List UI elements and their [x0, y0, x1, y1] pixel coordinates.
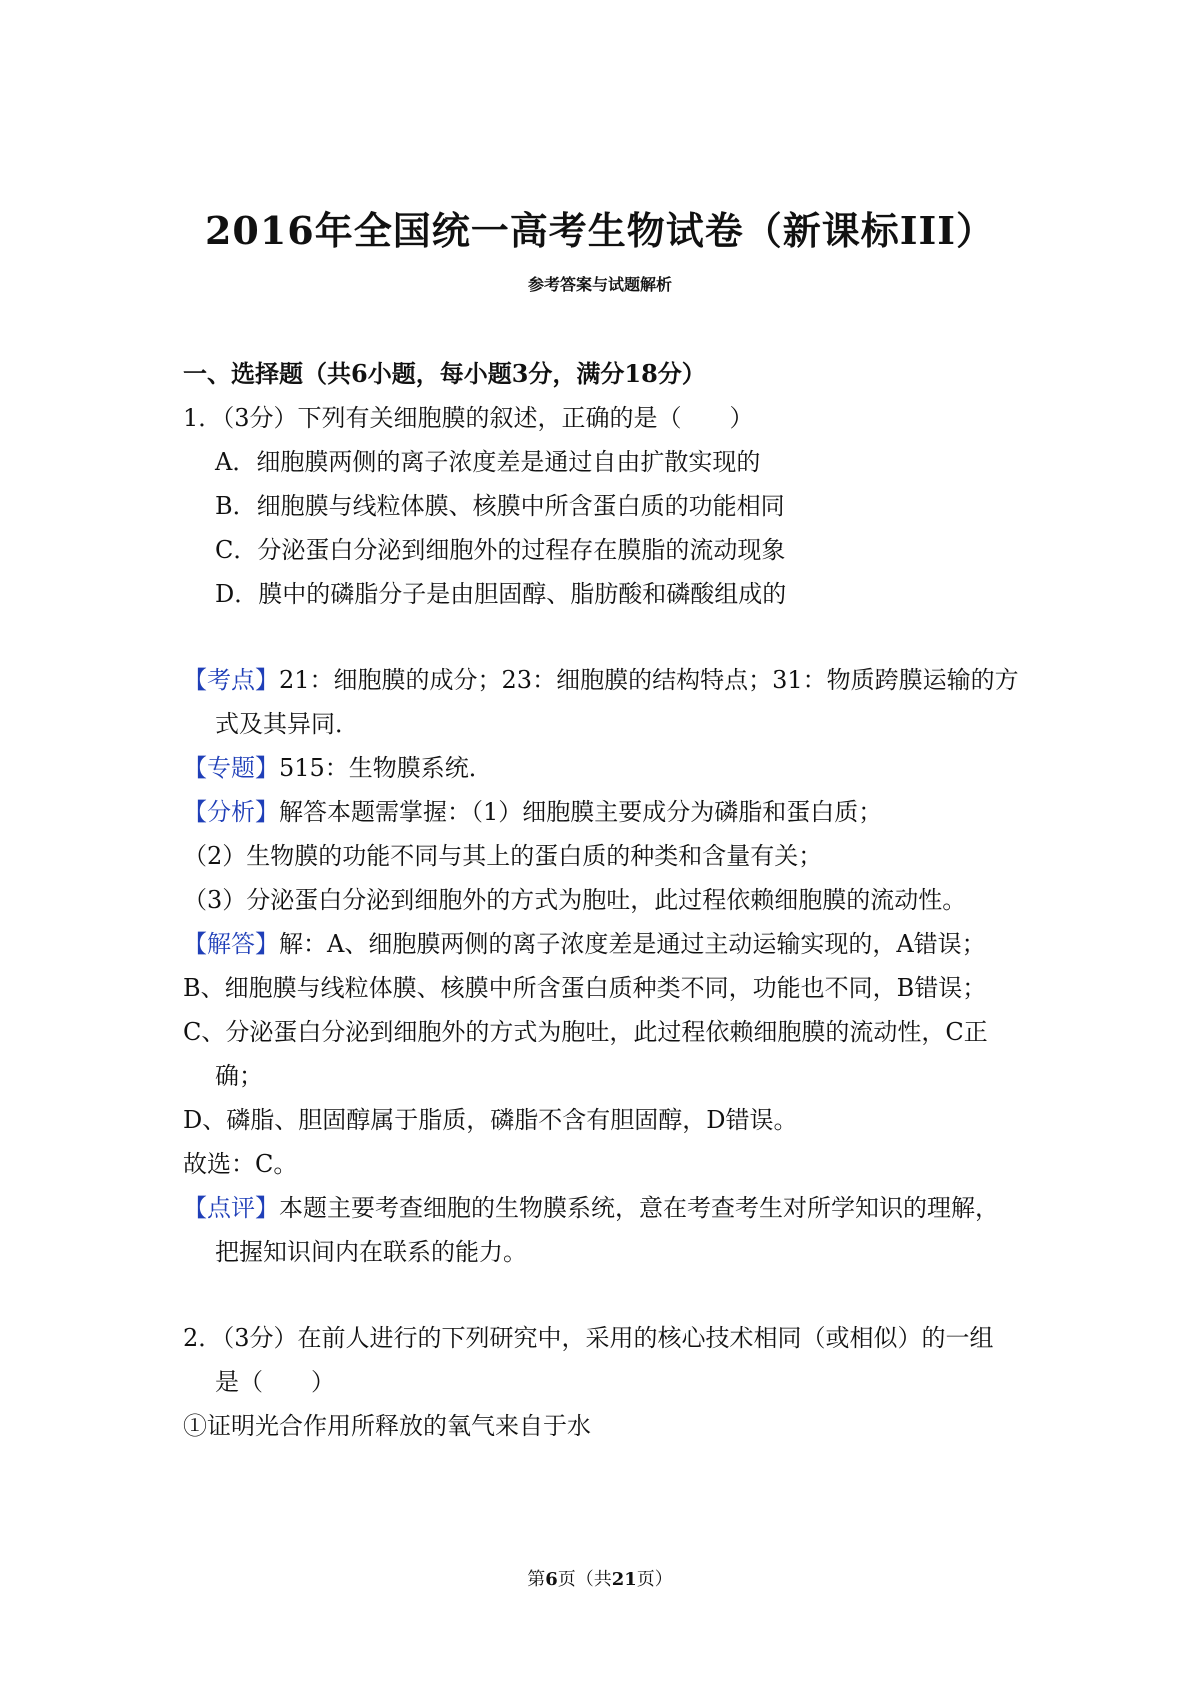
jieda-b: B、细胞膜与线粒体膜、核膜中所含蛋白质种类不同，功能也不同，B错误；	[183, 974, 987, 1002]
footer-total-pages: 21	[611, 1569, 637, 1590]
section-heading: 一、选择题（共6小题，每小题3分，满分18分）	[183, 359, 706, 388]
dianping-text-cont: 把握知识间内在联系的能力。	[215, 1238, 527, 1266]
jieda-tag: 【解答】	[183, 930, 279, 958]
question-1-option-b: B．细胞膜与线粒体膜、核膜中所含蛋白质的功能相同	[215, 492, 785, 520]
fenxi-point-2: （2）生物膜的功能不同与其上的蛋白质的种类和含量有关；	[183, 842, 823, 870]
footer-mid: 页（共	[557, 1569, 612, 1590]
answer-choice: 故选：C。	[183, 1150, 298, 1178]
dianping-tag: 【点评】	[183, 1194, 279, 1222]
page-subtitle: 参考答案与试题解析	[527, 275, 672, 294]
footer-prefix: 第	[527, 1569, 546, 1590]
page-footer	[0, 1565, 1200, 1591]
zhuanti-tag: 【专题】	[183, 754, 279, 782]
kaodian-tag: 【考点】	[183, 666, 279, 694]
question-1-option-d: D．膜中的磷脂分子是由胆固醇、脂肪酸和磷酸组成的	[215, 580, 787, 608]
dianping-line	[183, 1192, 999, 1224]
jieda-c-cont: 确；	[215, 1062, 263, 1090]
kaodian-text-cont: 式及其异同．	[215, 710, 359, 738]
jieda-line	[183, 928, 986, 960]
fenxi-tag: 【分析】	[183, 798, 279, 826]
question-1-option-c: C．分泌蛋白分泌到细胞外的过程存在膜脂的流动现象	[215, 536, 786, 564]
fenxi-point-3: （3）分泌蛋白分泌到细胞外的方式为胞吐，此过程依赖细胞膜的流动性。	[183, 886, 967, 914]
footer-suffix: 页）	[636, 1569, 673, 1590]
footer-page-number: 6	[545, 1569, 558, 1590]
fenxi-text: 解答本题需掌握：（1）细胞膜主要成分为磷脂和蛋白质；	[279, 798, 883, 826]
question-1-stem: 1．（3分）下列有关细胞膜的叙述，正确的是（ ）	[183, 404, 754, 432]
jieda-d: D、磷脂、胆固醇属于脂质，磷脂不含有胆固醇，D错误。	[183, 1106, 798, 1134]
kaodian-line	[183, 664, 1019, 696]
question-2-stem-cont: 是（ ）	[215, 1368, 335, 1396]
fenxi-line	[183, 796, 882, 828]
question-2-item-1: ①证明光合作用所释放的氧气来自于水	[183, 1412, 591, 1440]
page-title: 2016年全国统一高考生物试卷（新课标III）	[204, 208, 996, 253]
question-2-stem: 2．（3分）在前人进行的下列研究中，采用的核心技术相同（或相似）的一组	[183, 1324, 994, 1352]
zhuanti-line	[183, 752, 493, 784]
question-1-option-a: A．细胞膜两侧的离子浓度差是通过自由扩散实现的	[215, 448, 761, 476]
dianping-text: 本题主要考查细胞的生物膜系统，意在考查考生对所学知识的理解，	[279, 1194, 999, 1222]
jieda-text: 解：A、细胞膜两侧的离子浓度差是通过主动运输实现的，A错误；	[279, 930, 986, 958]
kaodian-text: 21：细胞膜的成分；23：细胞膜的结构特点；31：物质跨膜运输的方	[279, 666, 1019, 694]
zhuanti-text: 515：生物膜系统．	[279, 754, 493, 782]
jieda-c: C、分泌蛋白分泌到细胞外的方式为胞吐，此过程依赖细胞膜的流动性，C正	[183, 1018, 988, 1046]
